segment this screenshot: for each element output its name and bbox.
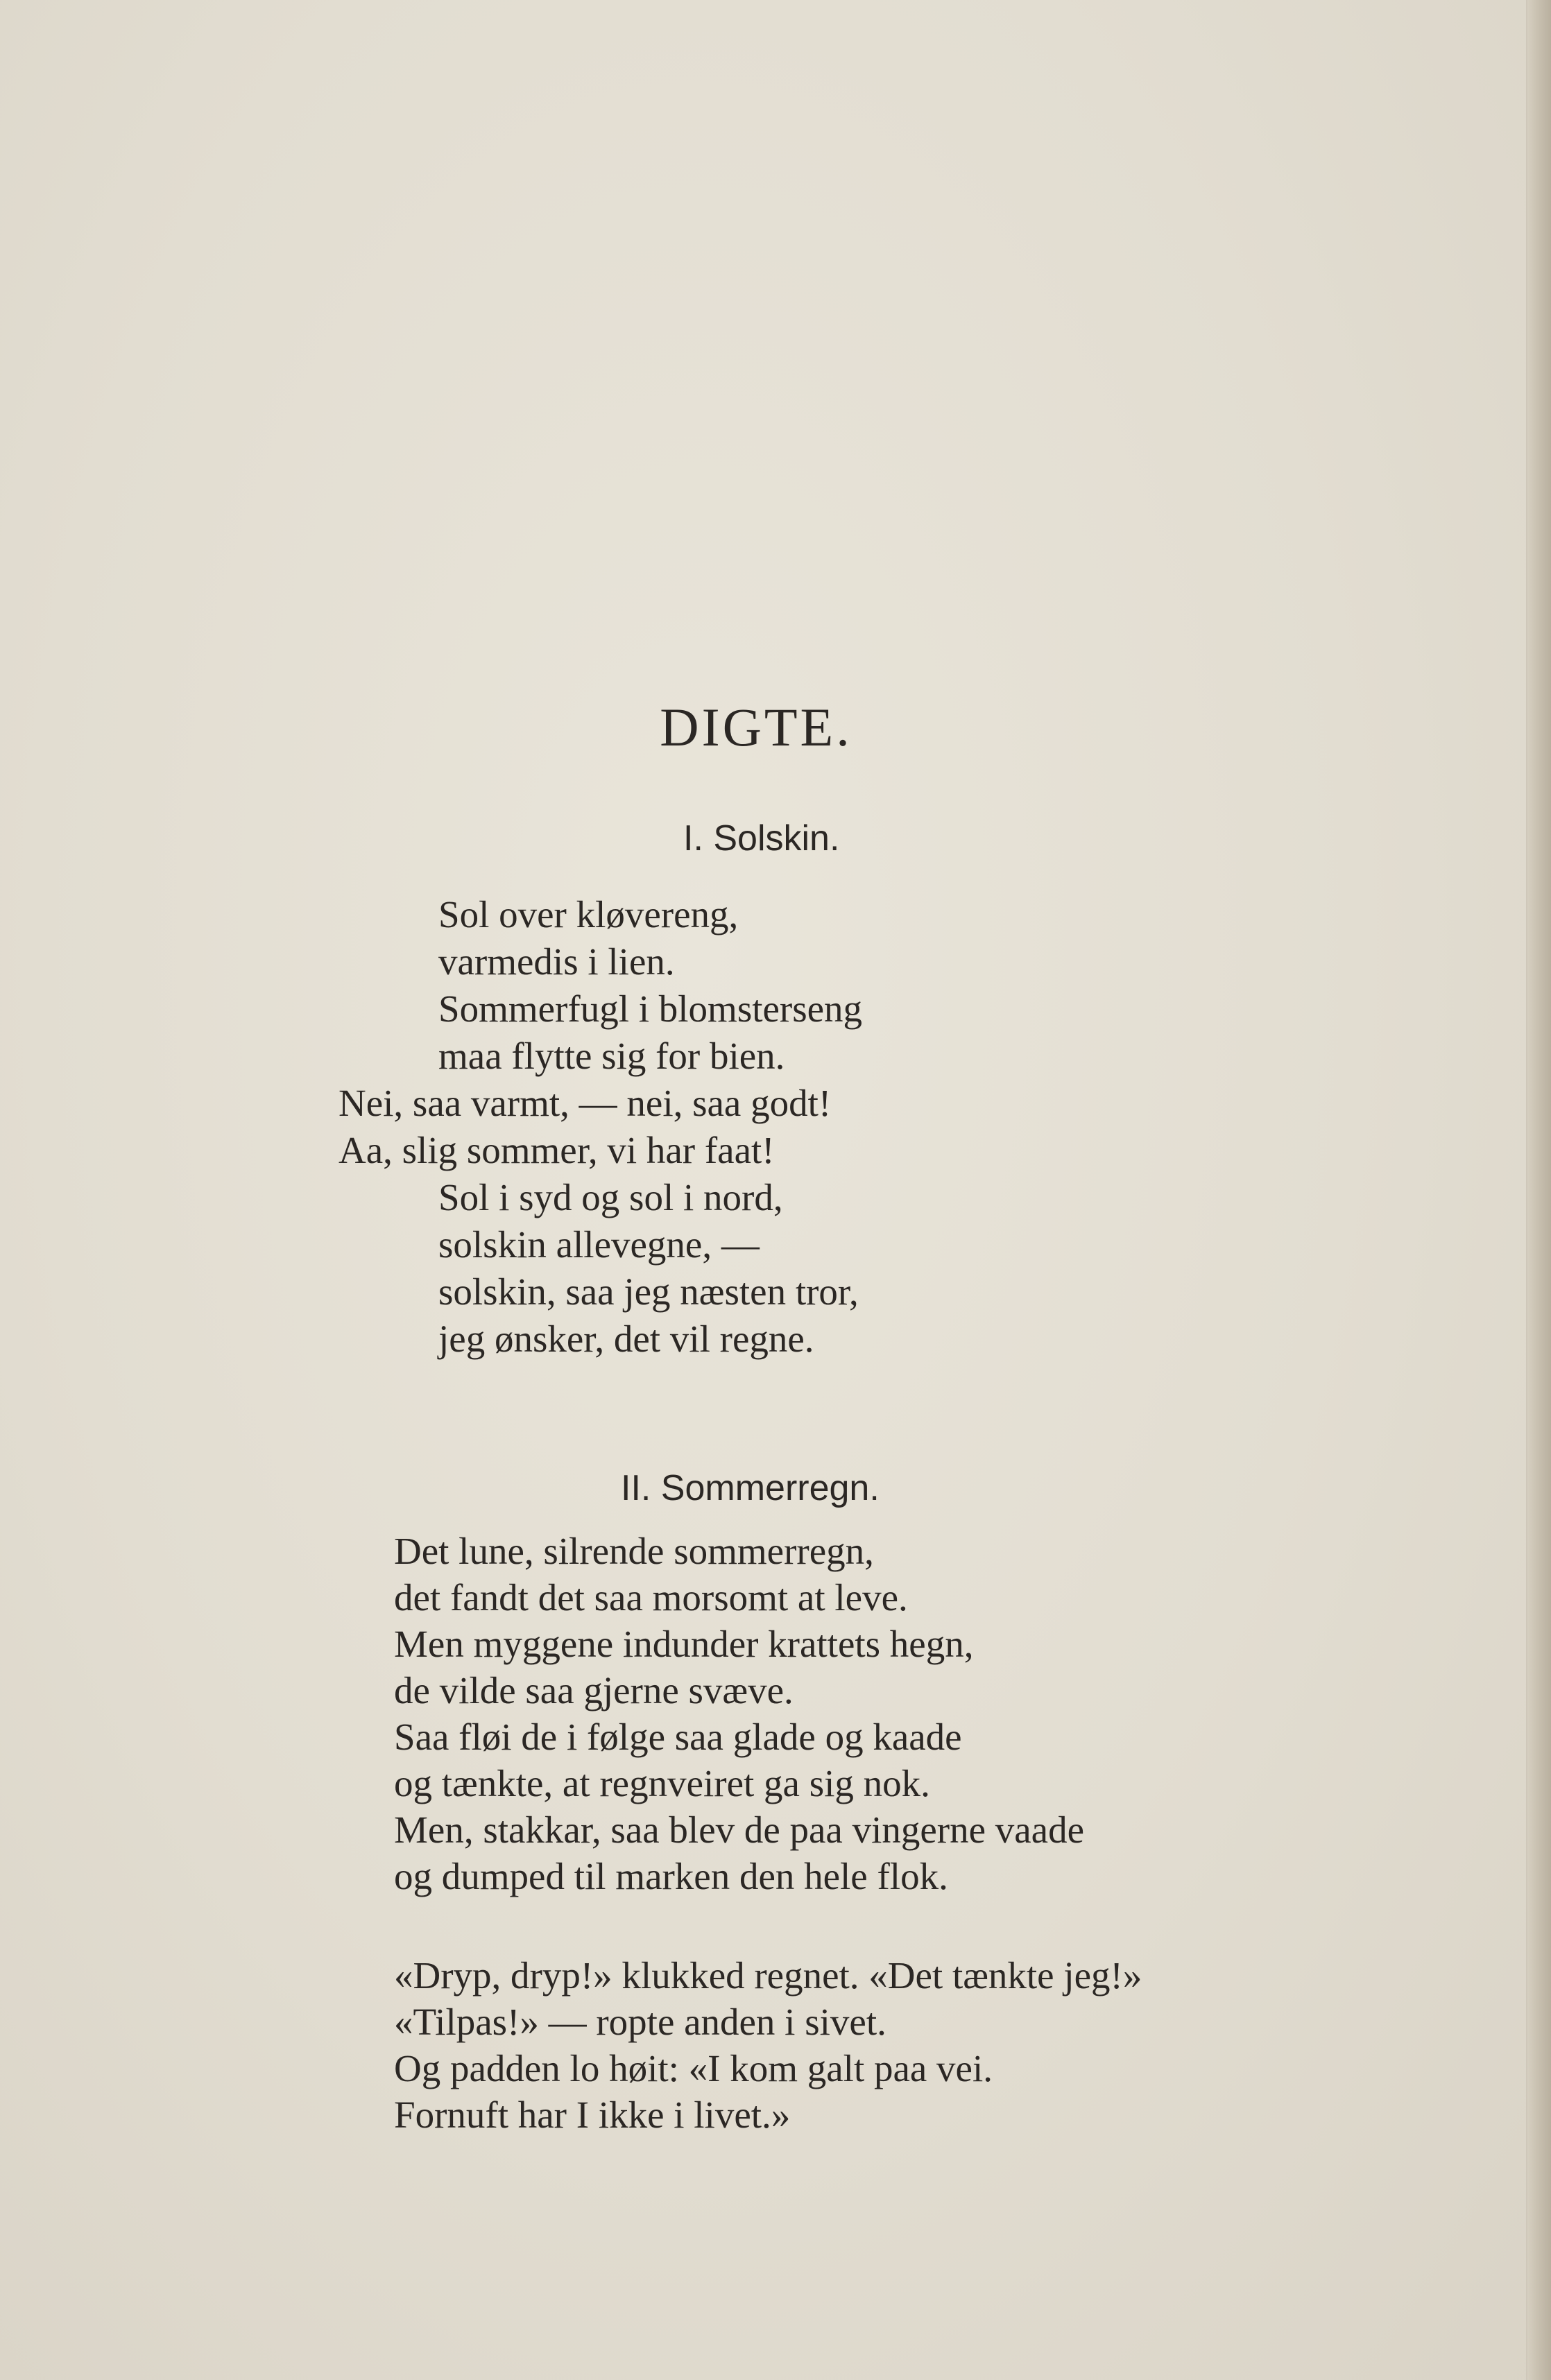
poem-line: Men, stakkar, saa blev de paa vingerne vaade: [394, 1809, 1084, 1851]
poem-line: Sol over kløvereng,: [438, 893, 739, 935]
poem-heading-solskin: I. Solskin.: [683, 818, 840, 859]
poem-line: Sol i syd og sol i nord,: [438, 1176, 783, 1218]
poem-line: det fandt det saa morsomt at leve.: [394, 1576, 908, 1619]
poem-line: varmedis i lien.: [438, 940, 675, 983]
poem-line: Fornuft har I ikke i livet.»: [394, 2094, 791, 2136]
poem-line: jeg ønsker, det vil regne.: [438, 1318, 814, 1360]
poem-line: Saa fløi de i følge saa glade og kaade: [394, 1716, 962, 1758]
poem-line: Men myggene indunder krattets hegn,: [394, 1623, 974, 1665]
poem-line: de vilde saa gjerne svæve.: [394, 1669, 794, 1711]
poem-line: solskin allevegne, —: [438, 1223, 760, 1266]
poem-line: Det lune, silrende sommerregn,: [394, 1530, 874, 1572]
poem-line: Nei, saa varmt, — nei, saa godt!: [339, 1082, 832, 1124]
poem-sommerregn-stanza-1: [394, 1528, 1084, 1899]
poem-line: «Dryp, dryp!» klukked regnet. «Det tænkte jeg!»: [394, 1954, 1142, 1997]
poem-line: «Tilpas!» — ropte anden i sivet.: [394, 2001, 886, 2043]
page-title: DIGTE.: [660, 697, 852, 757]
page-edge: [1526, 0, 1551, 2380]
poem-line: Og padden lo høit: «I kom galt paa vei.: [394, 2047, 993, 2089]
poem-line: og tænkte, at regnveiret ga sig nok.: [394, 1762, 930, 1804]
poem-line: og dumped til marken den hele flok.: [394, 1855, 948, 1897]
poem-line: maa flytte sig for bien.: [438, 1035, 785, 1077]
poem-line: Sommerfugl i blomsterseng: [438, 988, 863, 1030]
poem-sommerregn-stanza-2: [394, 1952, 1142, 2138]
poem-line: Aa, slig sommer, vi har faat!: [339, 1129, 775, 1171]
poem-solskin: [339, 891, 863, 1363]
poem-line: solskin, saa jeg næsten tror,: [438, 1270, 859, 1313]
poem-heading-sommerregn: II. Sommerregn.: [621, 1468, 880, 1508]
